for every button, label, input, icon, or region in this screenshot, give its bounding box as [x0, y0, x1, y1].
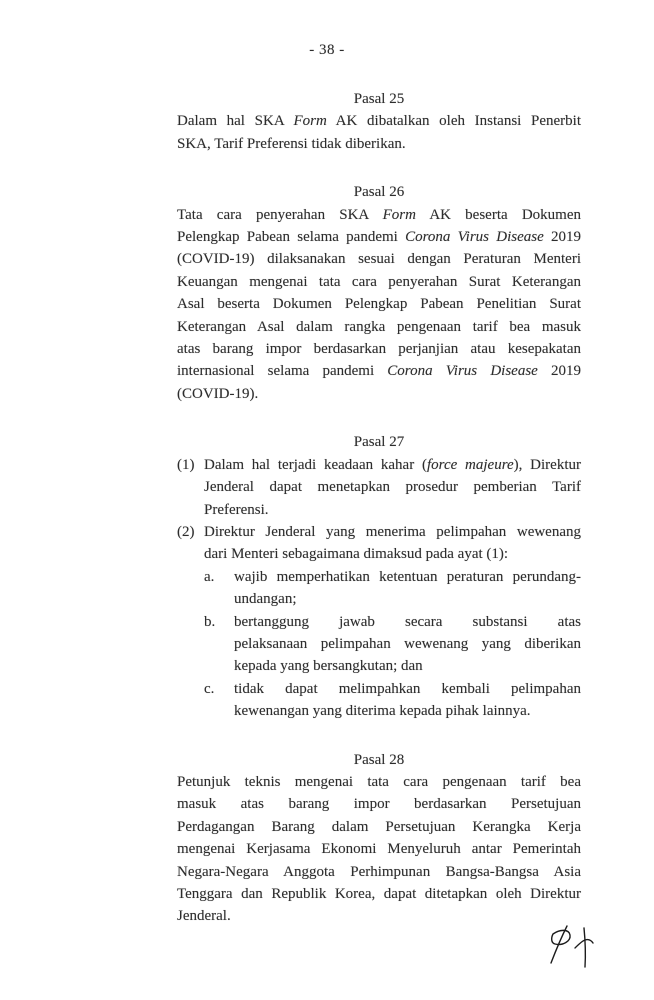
text-line: Petunjuk teknis mengenai tata cara pengenaan tarif bea	[177, 773, 581, 790]
text-line: (COVID-19) dilaksanakan sesuai dengan Peraturan Menteri	[177, 251, 581, 268]
text-line: Preferensi.	[204, 501, 269, 518]
numbered-item	[177, 521, 581, 723]
text-line: bertanggung jawab secara substansi atas	[234, 613, 581, 630]
text-line: pelaksanaan pelimpahan wewenang yang diberikan	[234, 635, 581, 652]
handwritten-initials-icon	[543, 919, 601, 971]
item-body	[204, 454, 581, 521]
subitem-letter: c.	[204, 680, 215, 697]
page-number: - 38 -	[309, 42, 345, 58]
text-line: Perdagangan Barang dalam Persetujuan Kerangka Kerja	[177, 818, 581, 835]
text-line: kepada yang bersangkutan; dan	[234, 658, 423, 675]
text-line: Dalam hal terjadi keadaan kahar (force majeure), Direktur	[204, 456, 582, 473]
section-heading: Pasal 26	[353, 184, 405, 201]
italic-text: force majeure	[427, 456, 514, 473]
text-line: kewenangan yang diterima kepada pihak lainnya.	[234, 703, 531, 720]
section-heading: Pasal 27	[353, 434, 405, 451]
text-line: Direktur Jenderal yang menerima pelimpahan wewenang	[204, 523, 581, 540]
italic-text: Corona Virus Disease	[405, 229, 544, 246]
item-number: (2)	[177, 523, 195, 540]
section-heading: Pasal 28	[353, 751, 405, 768]
italic-text: Corona Virus Disease	[387, 363, 538, 380]
text-line: Negara-Negara Anggota Perhimpunan Bangsa-Bangsa Asia	[177, 863, 581, 880]
text-line: masuk atas barang impor berdasarkan Persetujuan	[177, 796, 581, 813]
text-line: (COVID-19).	[177, 385, 259, 402]
lettered-subitem	[204, 611, 581, 678]
item-body	[204, 521, 581, 723]
text-line: Keterangan Asal dalam rangka pengenaan tarif bea masuk	[177, 318, 581, 335]
text-line: undangan;	[234, 591, 297, 608]
lettered-subitem	[204, 678, 581, 723]
section-pasal-26	[177, 181, 581, 405]
italic-text: Form	[293, 113, 327, 130]
section-pasal-28	[177, 749, 581, 928]
text-line: atas barang impor berdasarkan perjanjian atau kesepakatan	[177, 341, 581, 358]
text-line: Tata cara penyerahan SKA Form AK beserta Dokumen	[177, 206, 581, 223]
document-body	[177, 88, 581, 928]
paragraph	[177, 110, 581, 155]
item-intro	[204, 521, 581, 566]
text-line: Asal beserta Dokumen Pelengkap Pabean Penelitian Surat	[177, 296, 581, 313]
text-line: Pelengkap Pabean selama pandemi Corona Virus Disease 2019	[177, 229, 581, 246]
paragraph	[177, 204, 581, 406]
lettered-subitem	[204, 566, 581, 611]
text-line: Dalam hal SKA Form AK dibatalkan oleh Instansi Penerbit	[177, 113, 581, 130]
subitem-letter: a.	[204, 568, 215, 585]
text-line: dari Menteri sebagaimana dimaksud pada ayat (1):	[204, 546, 509, 563]
italic-text: Form	[382, 206, 416, 223]
item-number: (1)	[177, 456, 195, 473]
text-line: wajib memperhatikan ketentuan peraturan perundang-	[234, 568, 581, 585]
section-pasal-25	[177, 88, 581, 155]
text-line: Jenderal dapat menetapkan prosedur pemberian Tarif	[204, 479, 581, 496]
paragraph	[177, 771, 581, 928]
text-line: Tenggara dan Republik Korea, dapat ditetapkan oleh Direktur	[177, 886, 581, 902]
section-pasal-27	[177, 431, 581, 722]
text-line: mengenai Kerjasama Ekonomi Menyeluruh antar Pemerintah	[177, 841, 581, 858]
numbered-item	[177, 454, 581, 521]
subitem-body	[234, 566, 581, 611]
text-line: SKA, Tarif Preferensi tidak diberikan.	[177, 135, 406, 152]
subitem-body	[234, 678, 581, 723]
text-line: Keuangan mengenai tata cara penyerahan Surat Keterangan	[177, 273, 581, 290]
subitem-body	[234, 611, 581, 678]
subitem-letter: b.	[204, 613, 216, 630]
section-heading: Pasal 25	[353, 91, 405, 107]
text-line: tidak dapat melimpahkan kembali pelimpahan	[234, 680, 581, 697]
text-line: internasional selama pandemi Corona Virus Disease 2019	[177, 363, 582, 380]
text-line: Jenderal.	[177, 908, 231, 925]
